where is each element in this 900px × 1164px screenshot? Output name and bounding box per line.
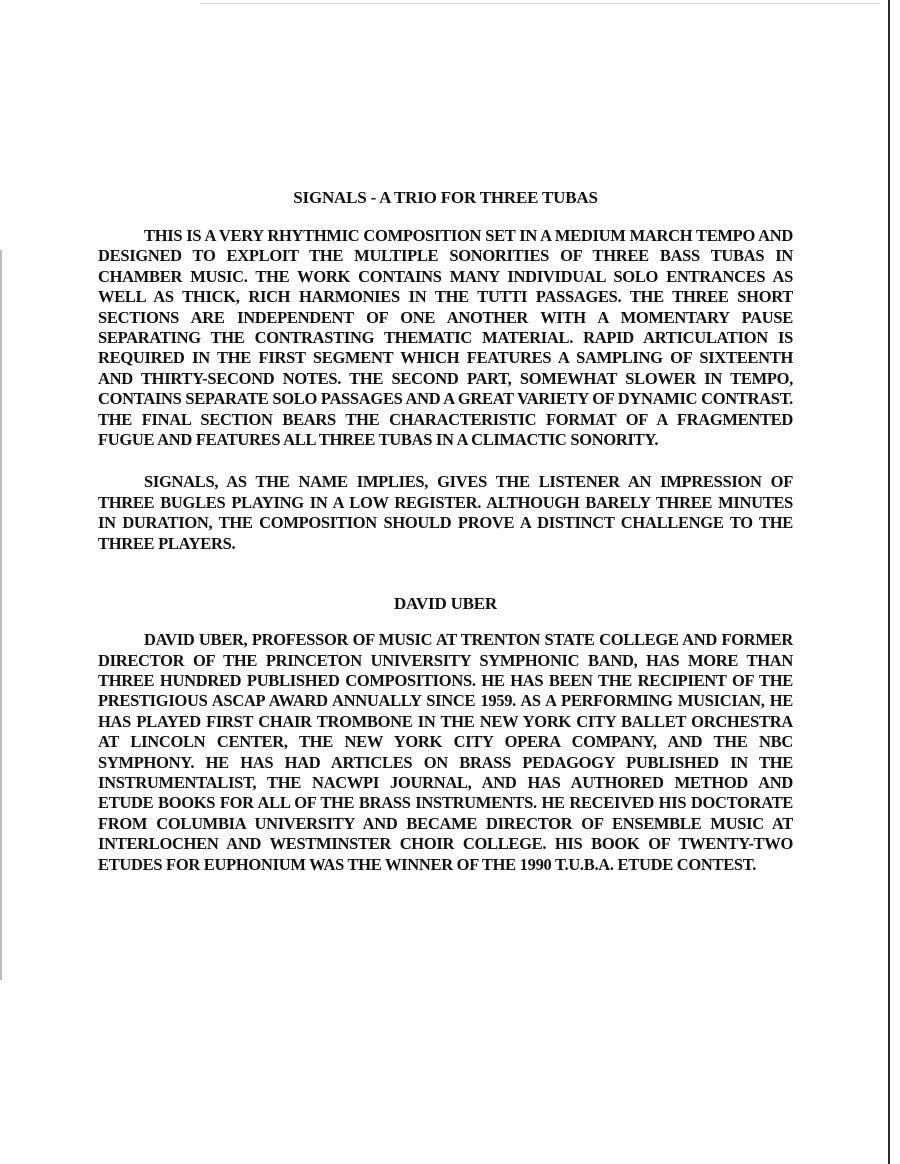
scan-edge-left bbox=[0, 250, 2, 980]
composer-heading: DAVID UBER bbox=[393, 594, 497, 614]
scan-edge-right bbox=[888, 0, 890, 1164]
description-paragraph: THIS IS A VERY RHYTHMIC COMPOSITION SET IN A MEDIUM MARCH TEMPO AND DESIGNED TO EXPLOIT THE MULTIPLE SONORITIES OF THREE BASS TUBAS IN CHAMBER MUSIC. THE WORK CONTAINS MANY INDIVIDUAL SOLO ENTRANCES AS WELL AS THICK, RICH HARMONIES IN THE TUTTI PASSAGES. THE THREE SHORT SECTIONS ARE INDEPENDENT OF ONE ANOTHER WITH A MOMENTARY PAUSE SEPARATING THE CONTRASTING THEMATIC MATERIAL. RAPID ARTICULATION IS REQUIRED IN THE FIRST SEGMENT WHICH FEATURES A SAMPLING OF SIXTEENTH AND THIRTY-SECOND NOTES. THE SECOND PART, SOMEWHAT SLOWER IN TEMPO, CONTAINS SEPARATE SOLO PASSAGES AND A GREAT VARIETY OF DYNAMIC CONTRAST. THE FINAL SECTION BEARS THE CHARACTERISTIC FORMAT OF A FRAGMENTED FUGUE AND FEATURES ALL THREE TUBAS IN A CLIMACTIC SONORITY. bbox=[98, 226, 793, 450]
document-title: SIGNALS - A TRIO FOR THREE TUBAS bbox=[293, 188, 598, 207]
biography-paragraph: DAVID UBER, PROFESSOR OF MUSIC AT TRENTON STATE COLLEGE AND FORMER DIRECTOR OF THE PRINCETON UNIVERSITY SYMPHONIC BAND, HAS MORE THAN THREE HUNDRED PUBLISHED COMPOSITIONS. HE HAS BEEN THE RECIPIENT OF THE PRESTIGIOUS ASCAP AWARD ANNUALLY SINCE 1959. AS A PERFORMING MUSICIAN, HE HAS PLAYED FIRST CHAIR TROMBONE IN THE NEW YORK CITY BALLET ORCHESTRA AT LINCOLN CENTER, THE NEW YORK CITY OPERA COMPANY, AND THE NBC SYMPHONY. HE HAS HAD ARTICLES ON BRASS PEDAGOGY PUBLISHED IN THE INSTRUMENTALIST, THE NACWPI JOURNAL, AND HAS AUTHORED METHOD AND ETUDE BOOKS FOR ALL OF THE BRASS INSTRUMENTS. HE RECEIVED HIS DOCTORATE FROM COLUMBIA UNIVERSITY AND BECAME DIRECTOR OF ENSEMBLE MUSIC AT INTERLOCHEN AND WESTMINSTER CHOIR COLLEGE. HIS BOOK OF TWENTY-TWO ETUDES FOR EUPHONIUM WAS THE WINNER OF THE 1990 T.U.B.A. ETUDE CONTEST. bbox=[98, 630, 793, 874]
description-paragraph: SIGNALS, AS THE NAME IMPLIES, GIVES THE LISTENER AN IMPRESSION OF THREE BUGLES PLAYING IN A LOW REGISTER. ALTHOUGH BARELY THREE MINUTES IN DURATION, THE COMPOSITION SHOULD PROVE A DISTINCT CHALLENGE TO THE THREE PLAYERS. bbox=[98, 472, 793, 553]
document-page bbox=[98, 186, 793, 875]
scan-edge-top bbox=[200, 3, 880, 4]
